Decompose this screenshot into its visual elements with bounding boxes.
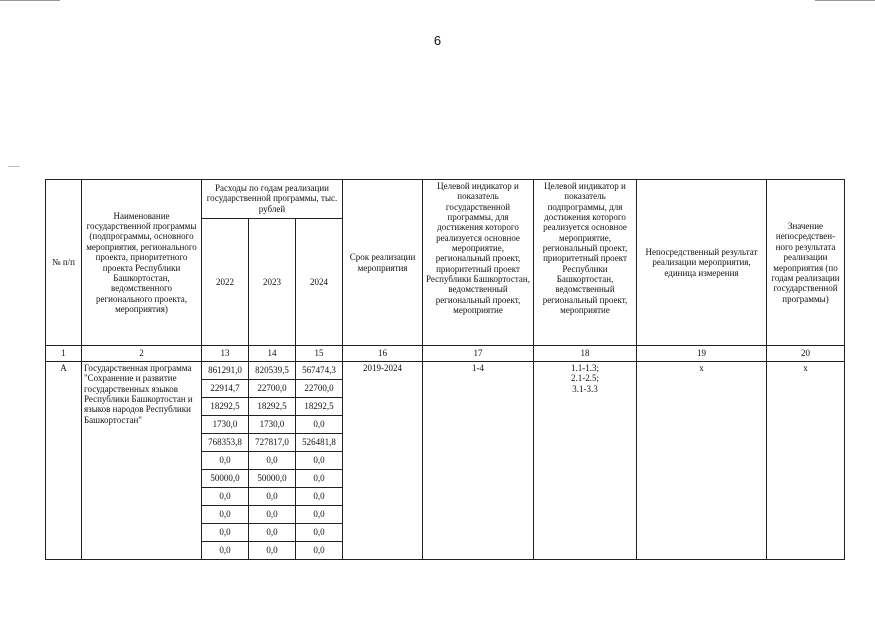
header-year-2022: 2022 xyxy=(202,219,249,346)
amount-2024: 0,0 xyxy=(296,506,343,524)
amount-2024: 0,0 xyxy=(296,452,343,470)
amount-2022: 50000,0 xyxy=(202,470,249,488)
amount-2022: 0,0 xyxy=(202,488,249,506)
amount-2023: 50000,0 xyxy=(249,470,296,488)
amount-2023: 0,0 xyxy=(249,542,296,560)
col-number: 16 xyxy=(343,346,423,362)
amount-2024: 0,0 xyxy=(296,488,343,506)
amount-2023: 18292,5 xyxy=(249,398,296,416)
col-number: 13 xyxy=(202,346,249,362)
header-target-subprogram: Целевой индикатор и показатель подпрограммы, для достижения которого реализуется основное мероприятие, региональный проект, приоритетный проект Республики Башкортостан, ведомственный региональный проект, мероприятие xyxy=(534,180,637,346)
amount-2022: 1730,0 xyxy=(202,416,249,434)
row-target-subprogram xyxy=(534,362,637,560)
header-year-2024: 2024 xyxy=(296,219,343,346)
col-number: 2 xyxy=(82,346,202,362)
amount-2024: 526481,8 xyxy=(296,434,343,452)
header-direct-result: Непосредственный результат реализации мероприятия, единица измерения xyxy=(637,180,767,346)
scan-edge-right xyxy=(815,0,875,1)
amount-2024: 18292,5 xyxy=(296,398,343,416)
amount-2023: 820539,5 xyxy=(249,362,296,380)
amount-2023: 0,0 xyxy=(249,488,296,506)
amount-2024: 22700,0 xyxy=(296,380,343,398)
amount-2022: 0,0 xyxy=(202,524,249,542)
amount-2022: 0,0 xyxy=(202,506,249,524)
amount-2022: 18292,5 xyxy=(202,398,249,416)
row-term: 2019-2024 xyxy=(343,362,423,560)
col-number: 19 xyxy=(637,346,767,362)
program-table xyxy=(45,179,845,560)
header-num: № п/п xyxy=(46,180,82,346)
amount-2022: 0,0 xyxy=(202,542,249,560)
amount-2022: 861291,0 xyxy=(202,362,249,380)
amount-2024: 0,0 xyxy=(296,524,343,542)
amount-2024: 567474,3 xyxy=(296,362,343,380)
amount-2023: 1730,0 xyxy=(249,416,296,434)
header-term: Срок реализации мероприятия xyxy=(343,180,423,346)
col-number: 17 xyxy=(423,346,534,362)
header-year-2023: 2023 xyxy=(249,219,296,346)
col-number: 14 xyxy=(249,346,296,362)
row-direct-value: х xyxy=(767,362,845,560)
amount-2023: 0,0 xyxy=(249,452,296,470)
scan-edge-left xyxy=(0,0,60,1)
amount-2023: 0,0 xyxy=(249,524,296,542)
amount-2024: 0,0 xyxy=(296,416,343,434)
header-target-program: Целевой индикатор и показатель государственной программы, для достижения которого реализуется основное мероприятие, региональный проект, приоритетный проект Республики Башкортостан, ведомственный региональный проект, мероприятие xyxy=(423,180,534,346)
row-name: Государственная программа "Сохранение и развитие государственных языков Республики Башкортостан и языков народов Республики Башкортостан" xyxy=(82,362,202,560)
target-subprogram-line: 2.1-2.5; xyxy=(571,373,599,384)
amount-2022: 768353,8 xyxy=(202,434,249,452)
scan-mark xyxy=(8,166,20,167)
amount-2023: 727817,0 xyxy=(249,434,296,452)
amount-2022: 0,0 xyxy=(202,452,249,470)
amount-2024: 0,0 xyxy=(296,542,343,560)
col-number: 1 xyxy=(46,346,82,362)
col-number: 20 xyxy=(767,346,845,362)
col-number: 18 xyxy=(534,346,637,362)
row-direct-result: х xyxy=(637,362,767,560)
row-target-program: 1-4 xyxy=(423,362,534,560)
target-subprogram-line: 3.1-3.3 xyxy=(572,383,598,394)
amount-2023: 0,0 xyxy=(249,506,296,524)
amount-2022: 22914,7 xyxy=(202,380,249,398)
column-numbers-row xyxy=(46,346,845,362)
page-number: 6 xyxy=(433,33,442,48)
row-id: А xyxy=(46,362,82,560)
target-subprogram-line: 1.1-1.3; xyxy=(571,363,599,373)
amount-2024: 0,0 xyxy=(296,470,343,488)
col-number: 15 xyxy=(296,346,343,362)
amount-2023: 22700,0 xyxy=(249,380,296,398)
header-expenses: Расходы по годам реализации государственной программы, тыс. рублей xyxy=(202,180,343,219)
header-direct-value: Значение непосредствен-ного результата реализации мероприятия (по годам реализации государственной программы) xyxy=(767,180,845,346)
header-name: Наименование государственной программы (подпрограммы, основного мероприятия, регионального проекта, приоритетного проекта Республики Башкортостан, ведомственного регионального проекта, мероприятия) xyxy=(82,180,202,346)
